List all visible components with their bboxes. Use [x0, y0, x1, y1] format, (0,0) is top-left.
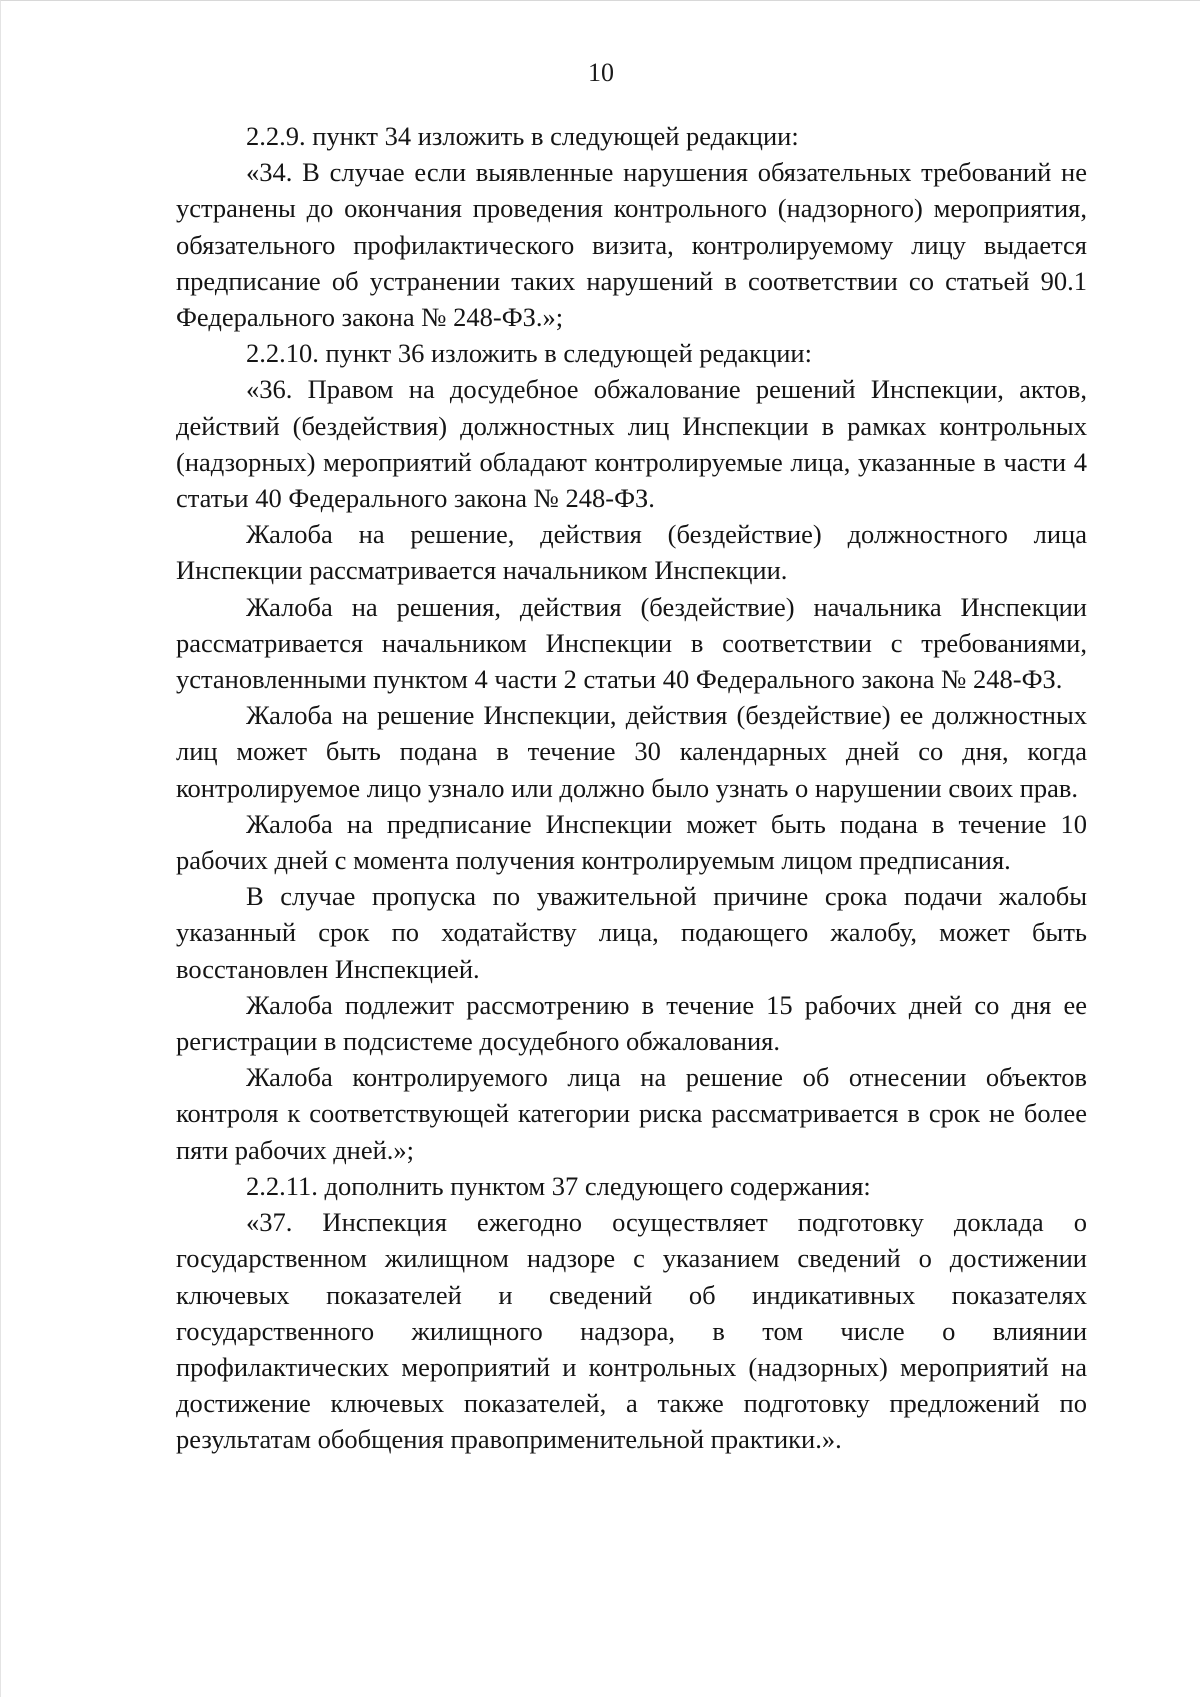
paragraph-risk-category: Жалоба контролируемого лица на решение об отнесении объектов контроля к соответствующей категории риска рассматривается в срок не более пяти рабочих дней.»; [176, 1062, 1087, 1165]
paragraph-item-36: «36. Правом на досудебное обжалование решений Инспекции, актов, действий (бездействия) должностных лиц Инспекции в рамках контрольных (надзорных) мероприятий обладают контролируемые лица, указанные в части 4 статьи 40 Федерального закона № 248-ФЗ. [176, 374, 1087, 514]
page-number: 10 [588, 58, 614, 87]
paragraph-missed-deadline: В случае пропуска по уважительной причине срока подачи жалобы указанный срок по ходатайству лица, подающего жалобу, может быть восстановлен Инспекцией. [176, 881, 1087, 984]
paragraph-item-37: «37. Инспекция ежегодно осуществляет подготовку доклада о государственном жилищном надзоре с указанием сведений о достижении ключевых показателей и сведений об индикативных показателях государственного жилищного надзора, в том числе о влиянии профилактических мероприятий и контрольных (надзорных) мероприятий на достижение ключевых показателей, а также подготовку предложений по результатам обобщения правоприменительной практики.». [176, 1207, 1087, 1455]
paragraph-complaint-order: Жалоба на предписание Инспекции может быть подана в течение 10 рабочих дней с момента получения контролируемым лицом предписания. [176, 808, 1087, 876]
paragraph-2-2-11: 2.2.11. дополнить пунктом 37 следующего содержания: [246, 1170, 871, 1201]
paragraph-2-2-10: 2.2.10. пункт 36 изложить в следующей редакции: [246, 338, 812, 369]
paragraph-complaint-official: Жалоба на решение, действия (бездействие) должностного лица Инспекции рассматривается начальником Инспекции. [176, 519, 1087, 586]
paragraph-complaint-deadline: Жалоба на решение Инспекции, действия (бездействие) ее должностных лиц может быть подана в течение 30 календарных дней со дня, когда контролируемое лицо узнало или должно было узнать о нарушении своих прав. [176, 700, 1087, 803]
paragraph-2-2-9: 2.2.9. пункт 34 изложить в следующей редакции: [246, 121, 799, 151]
paragraph-item-34: «34. В случае если выявленные нарушения обязательных требований не устранены до окончания проведения контрольного (надзорного) мероприятия, обязательного профилактического визита, контролируемому лицу выдается предписание об устранении таких нарушений в соответствии со статьей 90.1 Федерального закона № 248-ФЗ.»; [176, 157, 1087, 333]
document-body [176, 118, 1087, 1458]
paragraph-review-period: Жалоба подлежит рассмотрению в течение 15 рабочих дней со дня ее регистрации в подсистеме досудебного обжалования. [176, 989, 1087, 1057]
paragraph-complaint-head: Жалоба на решения, действия (бездействие) начальника Инспекции рассматривается начальником Инспекции в соответствии с требованиями, установленными пунктом 4 части 2 статьи 40 Федерального закона № 248-ФЗ. [176, 591, 1087, 695]
